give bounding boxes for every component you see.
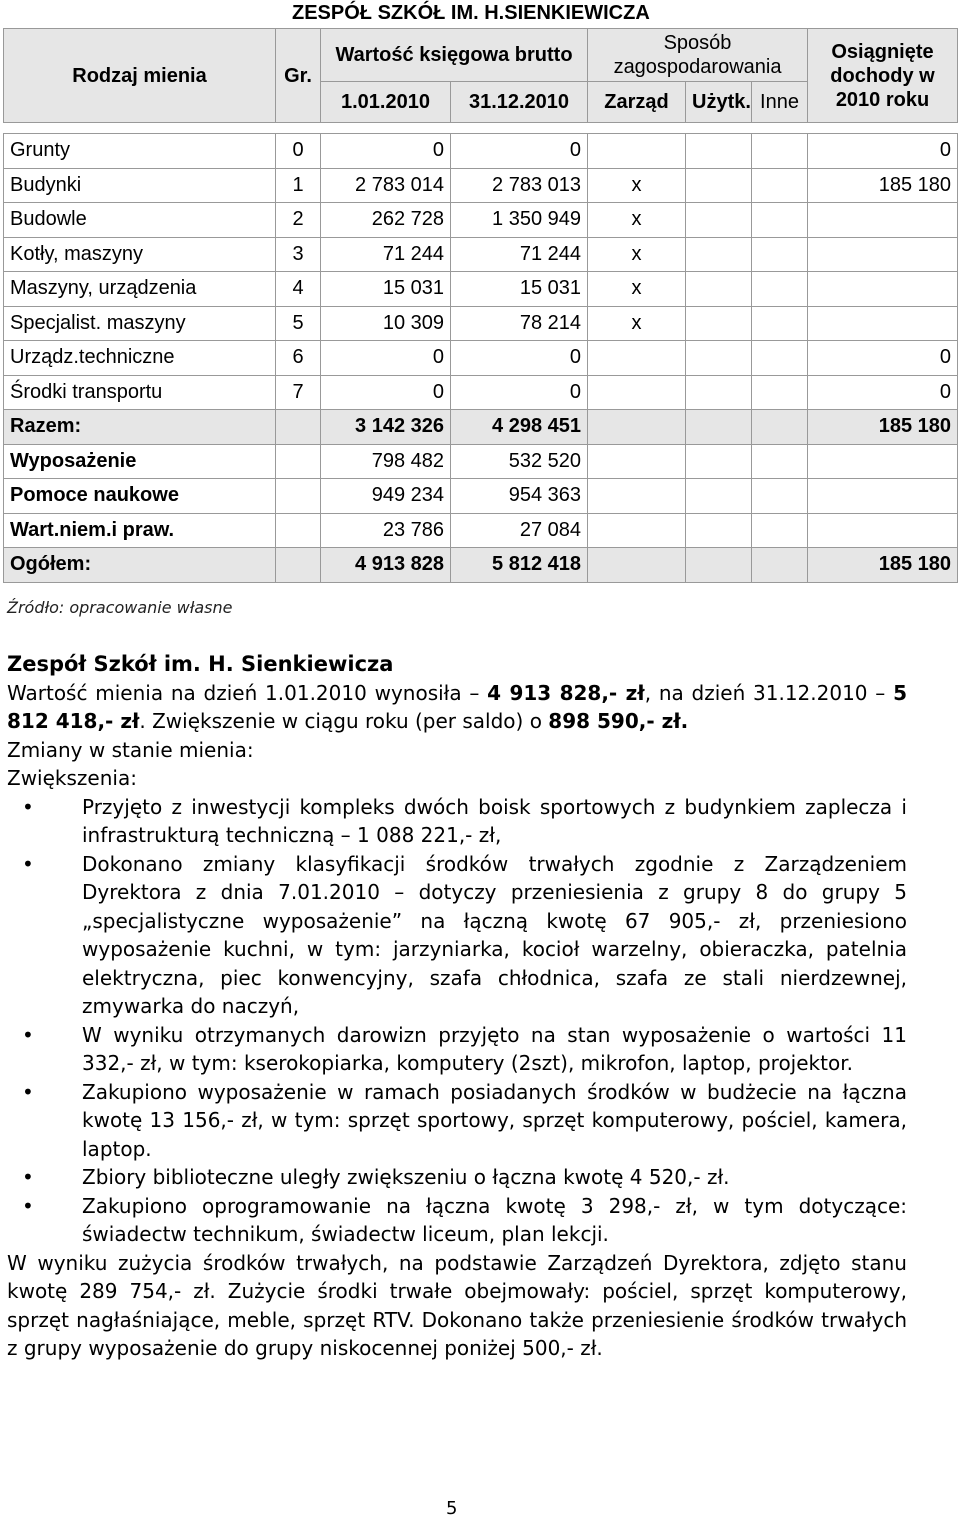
table-row: Wart.niem.i praw. 23 786 27 084 (4, 513, 958, 548)
header-zarzad: Zarząd (588, 82, 686, 123)
list-item: • Zakupiono wyposażenie w ramach posiadanych środków w budżecie na łączna kwotę 13 156,- zł, w tym: sprzęt sportowy, sprzęt komputerowy, pościel, kamera, laptop. (82, 1078, 907, 1164)
page-number: 5 (446, 1498, 458, 1519)
increases-label: Zwiększenia: (7, 766, 137, 790)
source-note: Źródło: opracowanie własne (7, 598, 233, 617)
table-row: Maszyny, urządzenia 4 15 031 15 031 x (4, 272, 958, 307)
increases-list (7, 793, 907, 1249)
value-paragraph: Wartość mienia na dzień 1.01.2010 wynosiła – 4 913 828,- zł, na dzień 31.12.2010 – 5 812 418,- zł. Zwiększenie w ciągu roku (per saldo) o 898 590,- zł. (7, 680, 907, 733)
header-type: Rodzaj mienia (4, 29, 276, 123)
list-item: • Zbiory biblioteczne uległy zwiększeniu o łączna kwotę 4 520,- zł. (82, 1163, 907, 1192)
list-item: • Zakupiono oprogramowanie na łączna kwotę 3 298,- zł, w tym dotyczące: świadectw technikum, świadectw liceum, plan lekcji. (82, 1192, 907, 1249)
header-income: Osiągnięte dochody w 2010 roku (808, 29, 958, 123)
changes-label: Zmiany w stanie mienia: (7, 737, 254, 762)
header-group: Gr. (276, 29, 321, 123)
table-row: Pomoce naukowe 949 234 954 363 (4, 479, 958, 514)
header-inne: Inne (752, 82, 808, 123)
header-date2: 31.12.2010 (451, 82, 588, 123)
list-item: • Dokonano zmiany klasyfikacji środków trwałych zgodnie z Zarządzeniem Dyrektora z dnia 7.01.2010 – dotyczy przeniesienia z grupy 8 do grupy 5 „specjalistyczne wyposażenie” na łączną kwotę 67 905,- zł, przeniesiono wyposażenie kuchni, w tym: jarzyniarka, kocioł warzelny, obieraczka, patelnia elektryczna, piec konwencyjny, szafa chłodnica, szafa ze stali nierdzewnej, zmywarka do naczyń, (82, 850, 907, 1021)
section-heading: Zespół Szkół im. H. Sienkiewicza (7, 652, 394, 676)
header-book-value: Wartość księgowa brutto (321, 29, 588, 82)
list-item: • Przyjęto z inwestycji kompleks dwóch boisk sportowych z budynkiem zaplecza i infrastrukturą techniczną – 1 088 221,- zł, (82, 793, 907, 850)
table-row: Urządz.techniczne 6 0 0 0 (4, 341, 958, 376)
table-header-row-1 (4, 29, 958, 82)
header-date1: 1.01.2010 (321, 82, 451, 123)
list-item: • W wyniku otrzymanych darowizn przyjęto na stan wyposażenie o wartości 11 332,- zł, w tym: kserokopiarka, komputery (2szt), mikrofon, laptop, projektor. (82, 1021, 907, 1078)
razem-row: Razem: 3 142 326 4 298 451 185 180 (4, 410, 958, 445)
asset-table (3, 28, 958, 583)
table-row: Środki transportu 7 0 0 0 (4, 375, 958, 410)
ogolem-row: Ogółem: 4 913 828 5 812 418 185 180 (4, 548, 958, 583)
page-title: ZESPÓŁ SZKÓŁ IM. H.SIENKIEWICZA (292, 2, 650, 24)
header-uzytk: Użytk. (686, 82, 752, 123)
header-management: Sposób zagospodarowania (588, 29, 808, 82)
table-row: Grunty 0 0 0 0 (4, 134, 958, 169)
closing-paragraph: W wyniku zużycia środków trwałych, na podstawie Zarządzeń Dyrektora, zdjęto stanu kwotę 289 754,- zł. Zużycie środki trwałe obejmowały: pościel, sprzęt komputerowy, sprzęt nagłaśniające, meble, sprzęt RTV. Dokonano także przeniesienie środków trwałych z grupy wyposażenie do grupy niskocennej poniżej 500,- zł. (7, 1250, 907, 1360)
table-row: Budynki 1 2 783 014 2 783 013 x 185 180 (4, 168, 958, 203)
table-row: Budowle 2 262 728 1 350 949 x (4, 203, 958, 238)
body-text (7, 650, 907, 1363)
table-row: Specjalist. maszyny 5 10 309 78 214 x (4, 306, 958, 341)
table-row: Kotły, maszyny 3 71 244 71 244 x (4, 237, 958, 272)
table-row: Wyposażenie 798 482 532 520 (4, 444, 958, 479)
